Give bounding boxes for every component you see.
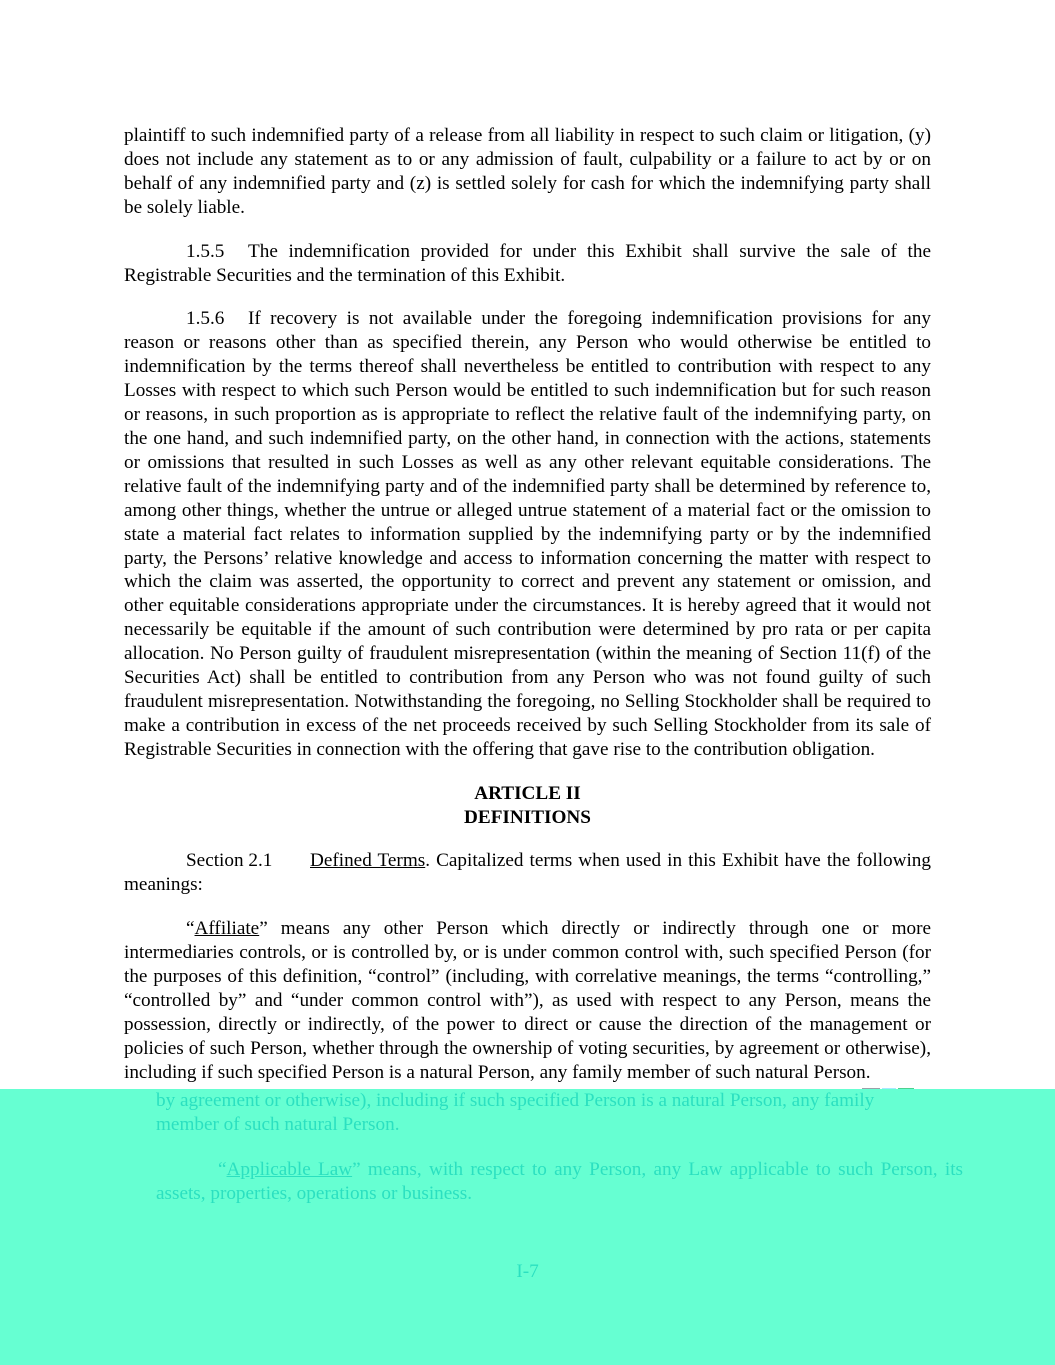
article-subtitle: DEFINITIONS xyxy=(464,806,591,828)
section-1-5-5 xyxy=(124,240,931,288)
affiliate-tail xyxy=(156,1089,963,1137)
definition-text: ” means, with respect to any Person, any Law applicable to such Person, its assets, properties, operations or business. xyxy=(156,1158,963,1204)
definition-text: ” means any other Person which directly or indirectly through one or more intermediaries controls, or is controlled by, or is under common control with, such specified Person (for the purposes of this definition, “control” (including, with correlative meanings, the terms “controlling,” “controlled by” and “under common control with”), as used with respect to any Person, means the possession, directly or indirectly, of the power to direct or cause the direction of the management or policies of such Person, whether through the ownership of voting securities, by agreement or otherwise), including if such specified Person is a natural Person, any family member of such natural Person. xyxy=(124,918,931,1083)
paragraph-continuation: plaintiff to such indemnified party of a release from all liability in respect to such claim or litigation, (y) does not include any statement as to or any admission of fault, culpability or a failure to act by or on behalf of any indemnified party and (z) is settled solely for cash for which the indemnifying party shall be solely liable. xyxy=(124,125,931,218)
overlay-text xyxy=(156,1089,963,1226)
document-page xyxy=(124,124,931,1105)
section-2-1 xyxy=(124,849,931,897)
page-number: I-7 xyxy=(516,1261,539,1282)
section-text: . Capitalized terms when used in this Exhibit have the following meanings: xyxy=(124,850,931,896)
open-quote: “ xyxy=(186,918,195,940)
open-quote: “ xyxy=(218,1158,227,1180)
defined-term: Defined Terms xyxy=(310,850,426,872)
article-heading xyxy=(124,782,931,830)
overlay-band xyxy=(0,1089,1055,1365)
section-text: If recovery is not available under the foregoing indemnification provisions for any reason or reasons other than as specified therein, any Person who would otherwise be entitled to indemnification by the terms thereof shall nevertheless be entitled to contribution with respect to any Losses with respect to which such Person would be entitled to such indemnification but for such reason or reasons, in such proportion as is appropriate to reflect the relative fault of the indemnifying party, on the one hand, and such indemnified party, on the other hand, in connection with the actions, statements or omissions that resulted in such Losses as well as any other relevant equitable considerations. The relative fault of the indemnifying party and of the indemnified party shall be determined by reference to, among other things, whether the untrue or alleged untrue statement of a material fact or the omission to state a material fact relates to information supplied by the indemnifying party or by the indemnified party, the Persons’ relative knowledge and access to information concerning the matter with respect to which the claim was asserted, the opportunity to correct and prevent any statement or omission, and other equitable considerations appropriate under the circumstances. It is hereby agreed that it would not necessarily be equitable if the amount of such contribution were determined by pro rata or per capita allocation. No Person guilty of fraudulent misrepresentation (within the meaning of Section 11(f) of the Securities Act) shall be entitled to contribution from any Person who was not found guilty of such fraudulent misrepresentation. Notwithstanding the foregoing, no Selling Stockholder shall be required to make a contribution in excess of the net proceeds received by such Selling Stockholder from its sale of Registrable Securities in connection with the offering that gave rise to the contribution obligation. xyxy=(124,308,931,760)
defined-term: Affiliate xyxy=(194,918,260,940)
section-text: The indemnification provided for under this Exhibit shall survive the sale of the Registrable Securities and the termination of this Exhibit. xyxy=(124,240,931,286)
section-number: Section 2.1 xyxy=(186,850,273,872)
defined-term: Applicable Law xyxy=(226,1158,353,1180)
article-title: ARTICLE II xyxy=(474,782,581,804)
definition-affiliate xyxy=(124,917,931,1084)
section-number: 1.5.5 xyxy=(186,240,225,262)
definition-applicable-law xyxy=(156,1158,963,1206)
affiliate-tail-line2: member of such natural Person. xyxy=(156,1113,400,1135)
affiliate-tail-line1: by agreement or otherwise), including if such specified Person is a natural Person, any family xyxy=(156,1090,875,1111)
section-number: 1.5.6 xyxy=(186,308,225,330)
section-1-5-6 xyxy=(124,307,931,761)
